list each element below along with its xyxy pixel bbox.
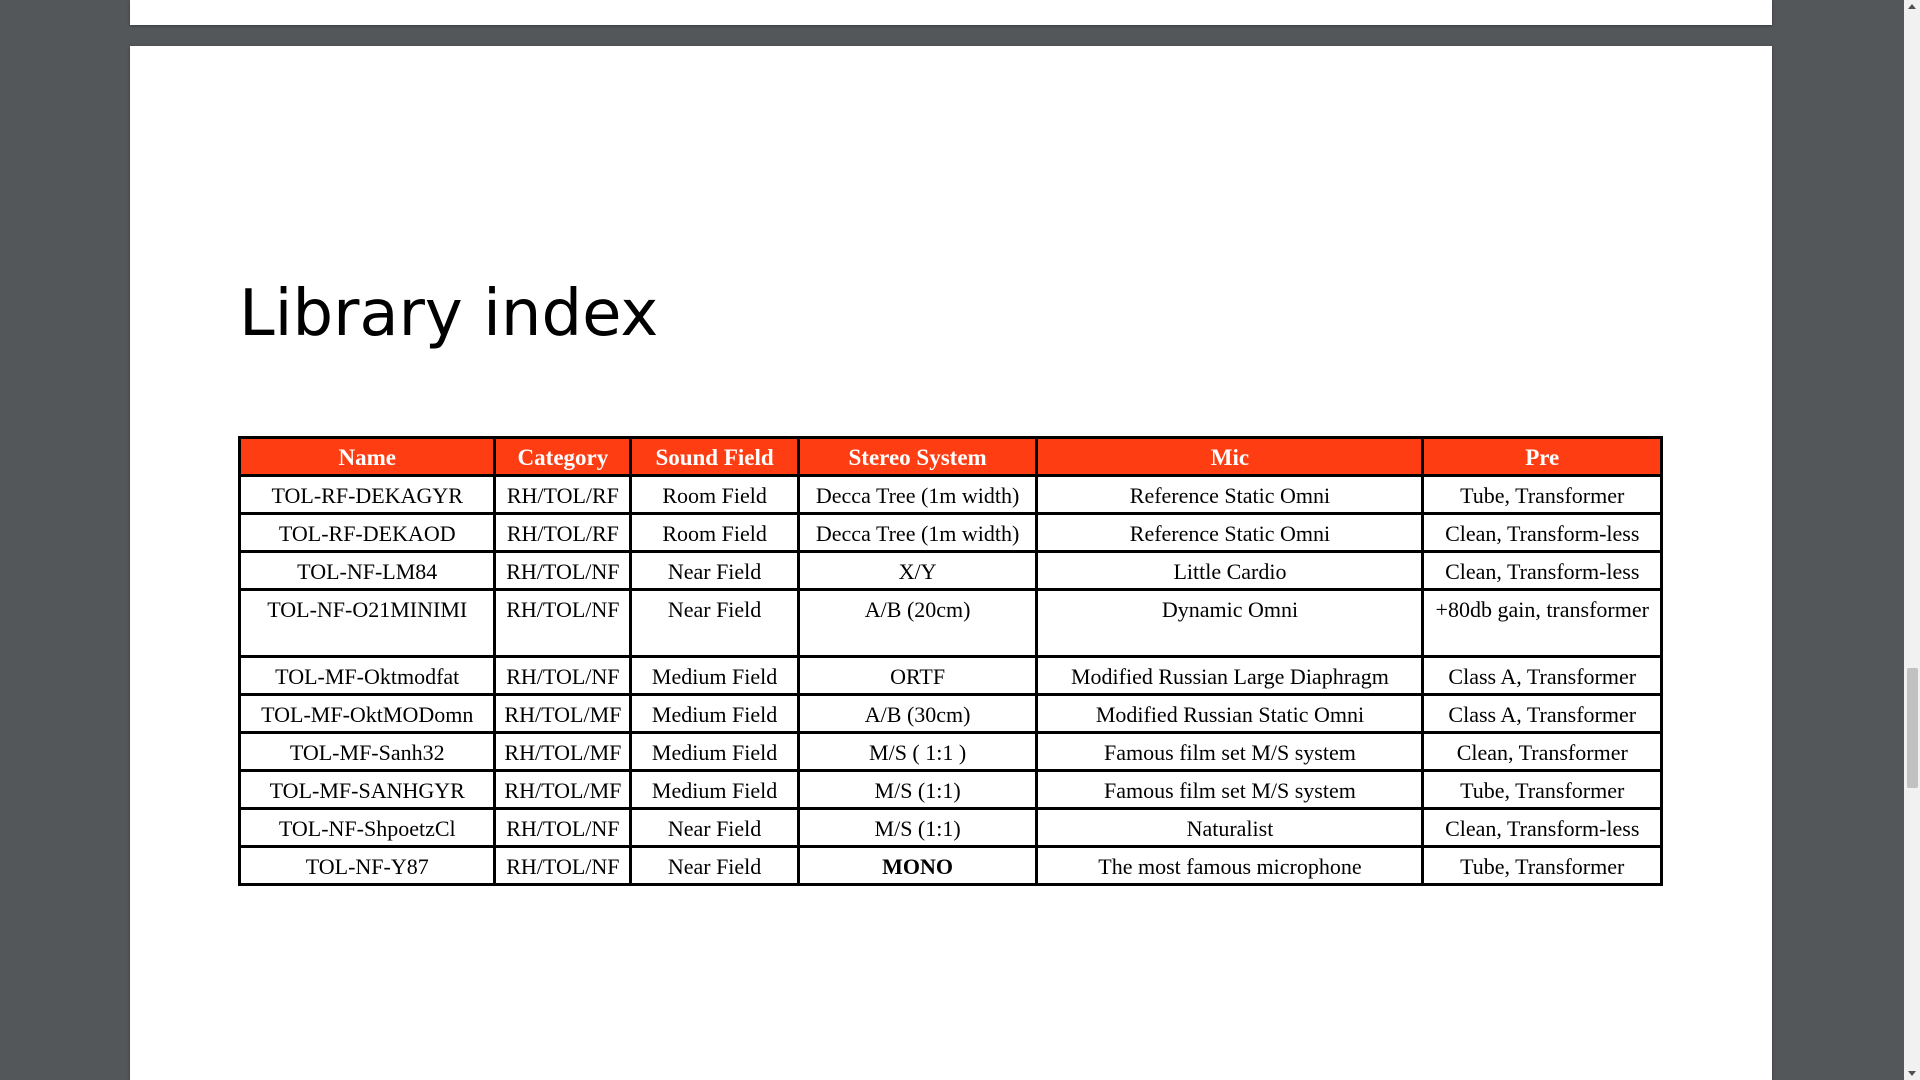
page-title: Library index — [239, 277, 659, 351]
document-page — [130, 46, 1772, 1080]
cell-pre: Clean, Transform-less — [1423, 514, 1662, 552]
vertical-scrollbar[interactable] — [1904, 0, 1920, 1080]
header-name: Name — [240, 438, 495, 476]
cell-sound-field: Near Field — [631, 552, 798, 590]
cell-mic: Famous film set M/S system — [1037, 733, 1423, 771]
cell-category: RH/TOL/NF — [495, 847, 631, 885]
cell-stereo-system: M/S (1:1) — [798, 771, 1037, 809]
header-category: Category — [495, 438, 631, 476]
header-pre: Pre — [1423, 438, 1662, 476]
cell-pre: Class A, Transformer — [1423, 695, 1662, 733]
library-index-table — [238, 436, 1663, 886]
scroll-up-arrow-icon[interactable] — [1908, 4, 1916, 9]
cell-stereo-system: M/S ( 1:1 ) — [798, 733, 1037, 771]
cell-category: RH/TOL/MF — [495, 733, 631, 771]
cell-stereo-system: X/Y — [798, 552, 1037, 590]
cell-mic: Little Cardio — [1037, 552, 1423, 590]
cell-sound-field: Medium Field — [631, 695, 798, 733]
cell-stereo-system: M/S (1:1) — [798, 809, 1037, 847]
scrollbar-thumb[interactable] — [1907, 668, 1918, 788]
cell-stereo-system: MONO — [798, 847, 1037, 885]
cell-sound-field: Medium Field — [631, 771, 798, 809]
cell-name: TOL-NF-O21MINIMI — [240, 590, 495, 657]
cell-mic: Naturalist — [1037, 809, 1423, 847]
cell-mic: Reference Static Omni — [1037, 514, 1423, 552]
cell-name: TOL-NF-Y87 — [240, 847, 495, 885]
cell-mic: Reference Static Omni — [1037, 476, 1423, 514]
cell-name: TOL-NF-LM84 — [240, 552, 495, 590]
cell-name: TOL-RF-DEKAOD — [240, 514, 495, 552]
header-sound-field: Sound Field — [631, 438, 798, 476]
table-row — [240, 657, 1662, 695]
cell-pre: Clean, Transform-less — [1423, 809, 1662, 847]
cell-category: RH/TOL/NF — [495, 657, 631, 695]
cell-pre: Tube, Transformer — [1423, 771, 1662, 809]
cell-name: TOL-MF-OktMODomn — [240, 695, 495, 733]
cell-stereo-system: A/B (20cm) — [798, 590, 1037, 657]
cell-category: RH/TOL/NF — [495, 809, 631, 847]
cell-sound-field: Near Field — [631, 809, 798, 847]
cell-stereo-system: Decca Tree (1m width) — [798, 476, 1037, 514]
header-mic: Mic — [1037, 438, 1423, 476]
cell-mic: Dynamic Omni — [1037, 590, 1423, 657]
table-row — [240, 847, 1662, 885]
cell-category: RH/TOL/MF — [495, 695, 631, 733]
cell-category: RH/TOL/NF — [495, 590, 631, 657]
table-row — [240, 771, 1662, 809]
table-row — [240, 733, 1662, 771]
cell-mic: Modified Russian Static Omni — [1037, 695, 1423, 733]
cell-category: RH/TOL/RF — [495, 476, 631, 514]
table-row — [240, 809, 1662, 847]
cell-stereo-system: A/B (30cm) — [798, 695, 1037, 733]
table-header-row — [240, 438, 1662, 476]
cell-mic: Famous film set M/S system — [1037, 771, 1423, 809]
scroll-down-arrow-icon[interactable] — [1908, 1071, 1916, 1076]
cell-pre: +80db gain, transformer — [1423, 590, 1662, 657]
cell-sound-field: Near Field — [631, 847, 798, 885]
cell-category: RH/TOL/MF — [495, 771, 631, 809]
cell-pre: Class A, Transformer — [1423, 657, 1662, 695]
cell-mic: The most famous microphone — [1037, 847, 1423, 885]
cell-stereo-system: ORTF — [798, 657, 1037, 695]
header-stereo-system: Stereo System — [798, 438, 1037, 476]
cell-mic: Modified Russian Large Diaphragm — [1037, 657, 1423, 695]
cell-sound-field: Medium Field — [631, 657, 798, 695]
cell-name: TOL-MF-Oktmodfat — [240, 657, 495, 695]
previous-page — [130, 0, 1772, 25]
table-row — [240, 552, 1662, 590]
cell-name: TOL-NF-ShpoetzCl — [240, 809, 495, 847]
table-row — [240, 514, 1662, 552]
cell-sound-field: Room Field — [631, 514, 798, 552]
table-row — [240, 476, 1662, 514]
cell-sound-field: Room Field — [631, 476, 798, 514]
cell-category: RH/TOL/NF — [495, 552, 631, 590]
cell-name: TOL-MF-Sanh32 — [240, 733, 495, 771]
cell-category: RH/TOL/RF — [495, 514, 631, 552]
cell-name: TOL-RF-DEKAGYR — [240, 476, 495, 514]
cell-pre: Clean, Transform-less — [1423, 552, 1662, 590]
cell-sound-field: Medium Field — [631, 733, 798, 771]
table-row — [240, 590, 1662, 657]
cell-sound-field: Near Field — [631, 590, 798, 657]
cell-pre: Tube, Transformer — [1423, 847, 1662, 885]
cell-name: TOL-MF-SANHGYR — [240, 771, 495, 809]
table-row — [240, 695, 1662, 733]
cell-pre: Tube, Transformer — [1423, 476, 1662, 514]
cell-pre: Clean, Transformer — [1423, 733, 1662, 771]
cell-stereo-system: Decca Tree (1m width) — [798, 514, 1037, 552]
